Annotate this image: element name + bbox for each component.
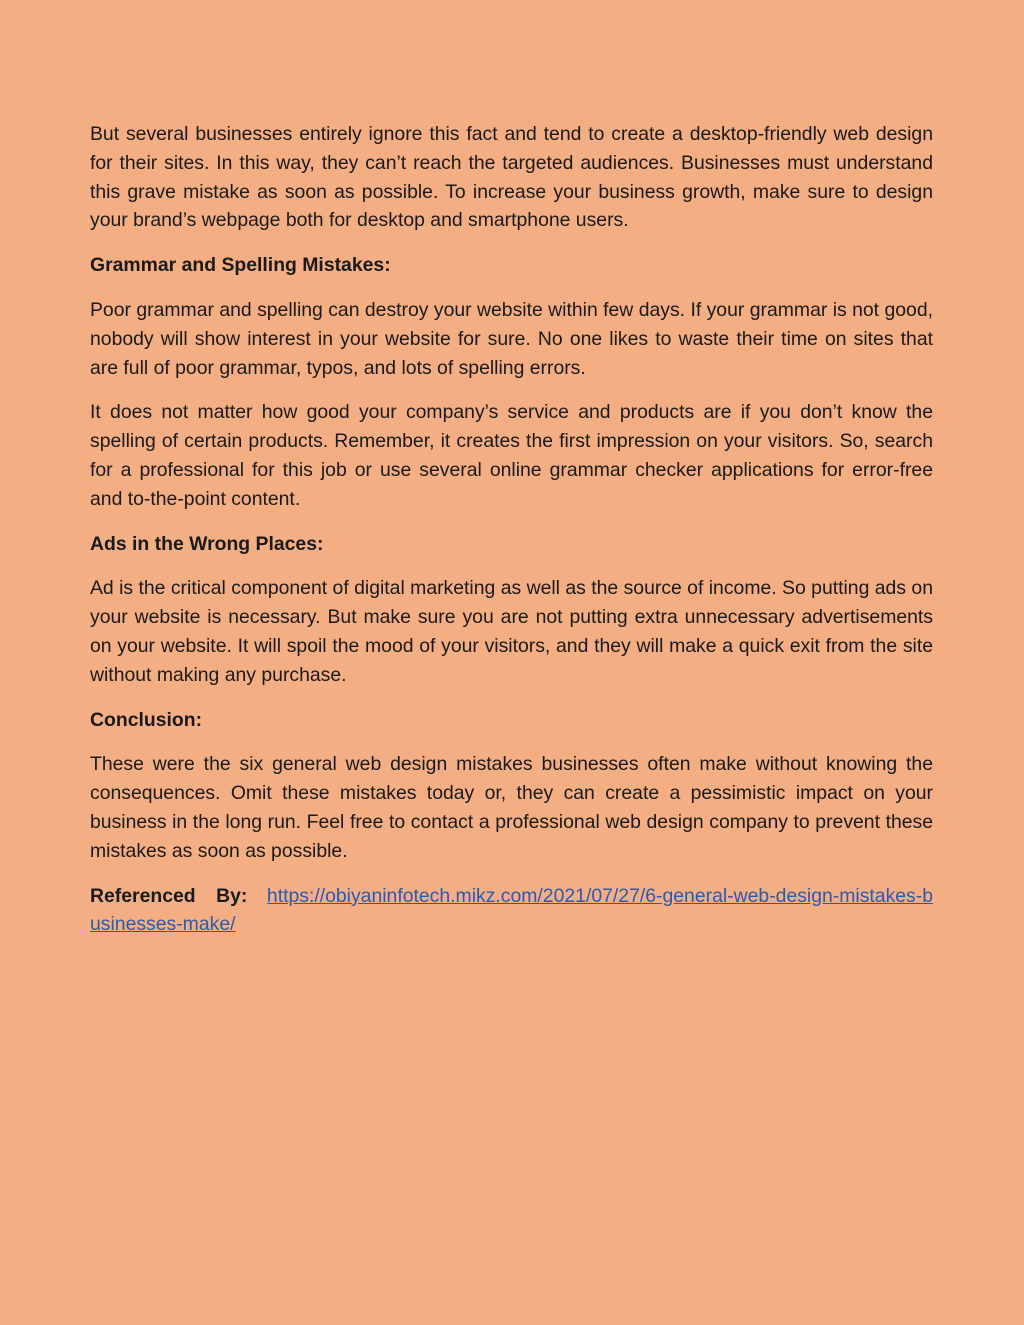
heading-grammar-spelling: Grammar and Spelling Mistakes: — [90, 254, 391, 277]
heading-conclusion: Conclusion: — [90, 708, 203, 731]
heading-ads-wrong-places: Ads in the Wrong Places: — [90, 532, 324, 555]
reference-line — [90, 882, 933, 940]
paragraph-ads: Ad is the critical component of digital marketing as well as the source of income. So putting ads on your website is necessary. But make sure you are not putting extra unnecessary advertisements on your website. It will spoil the mood of your visitors, and they will make a quick exit from the site without making any purchase. — [90, 577, 933, 686]
paragraph-desktop-design: But several businesses entirely ignore this fact and tend to create a desktop-friendly web design for their sites. In this way, they can’t reach the targeted audiences. Businesses must understand this grave mistake as soon as possible. To increase your business growth, make sure to design your brand’s webpage both for desktop and smartphone users. — [90, 123, 933, 232]
document-page — [90, 120, 933, 939]
paragraph-grammar-intro: Poor grammar and spelling can destroy your website within few days. If your grammar is not good, nobody will show interest in your website for sure. No one likes to waste their time on sites that are full of poor grammar, typos, and lots of spelling errors. — [90, 298, 933, 379]
reference-link[interactable]: https://obiyaninfotech.mikz.com/2021/07/27/6-general-web-design-mistakes-businesses-make/ — [90, 884, 933, 936]
paragraph-grammar-advice: It does not matter how good your company’s service and products are if you don’t know the spelling of certain products. Remember, it creates the first impression on your visitors. So, search for a professional for this job or use several online grammar checker applications for error-free and to-the-point content. — [90, 401, 933, 510]
reference-label: Referenced By: — [90, 884, 248, 907]
paragraph-conclusion: These were the six general web design mistakes businesses often make without knowing the consequences. Omit these mistakes today or, they can create a pessimistic impact on your business in the long run. Feel free to contact a professional web design company to prevent these mistakes as soon as possible. — [90, 753, 933, 862]
